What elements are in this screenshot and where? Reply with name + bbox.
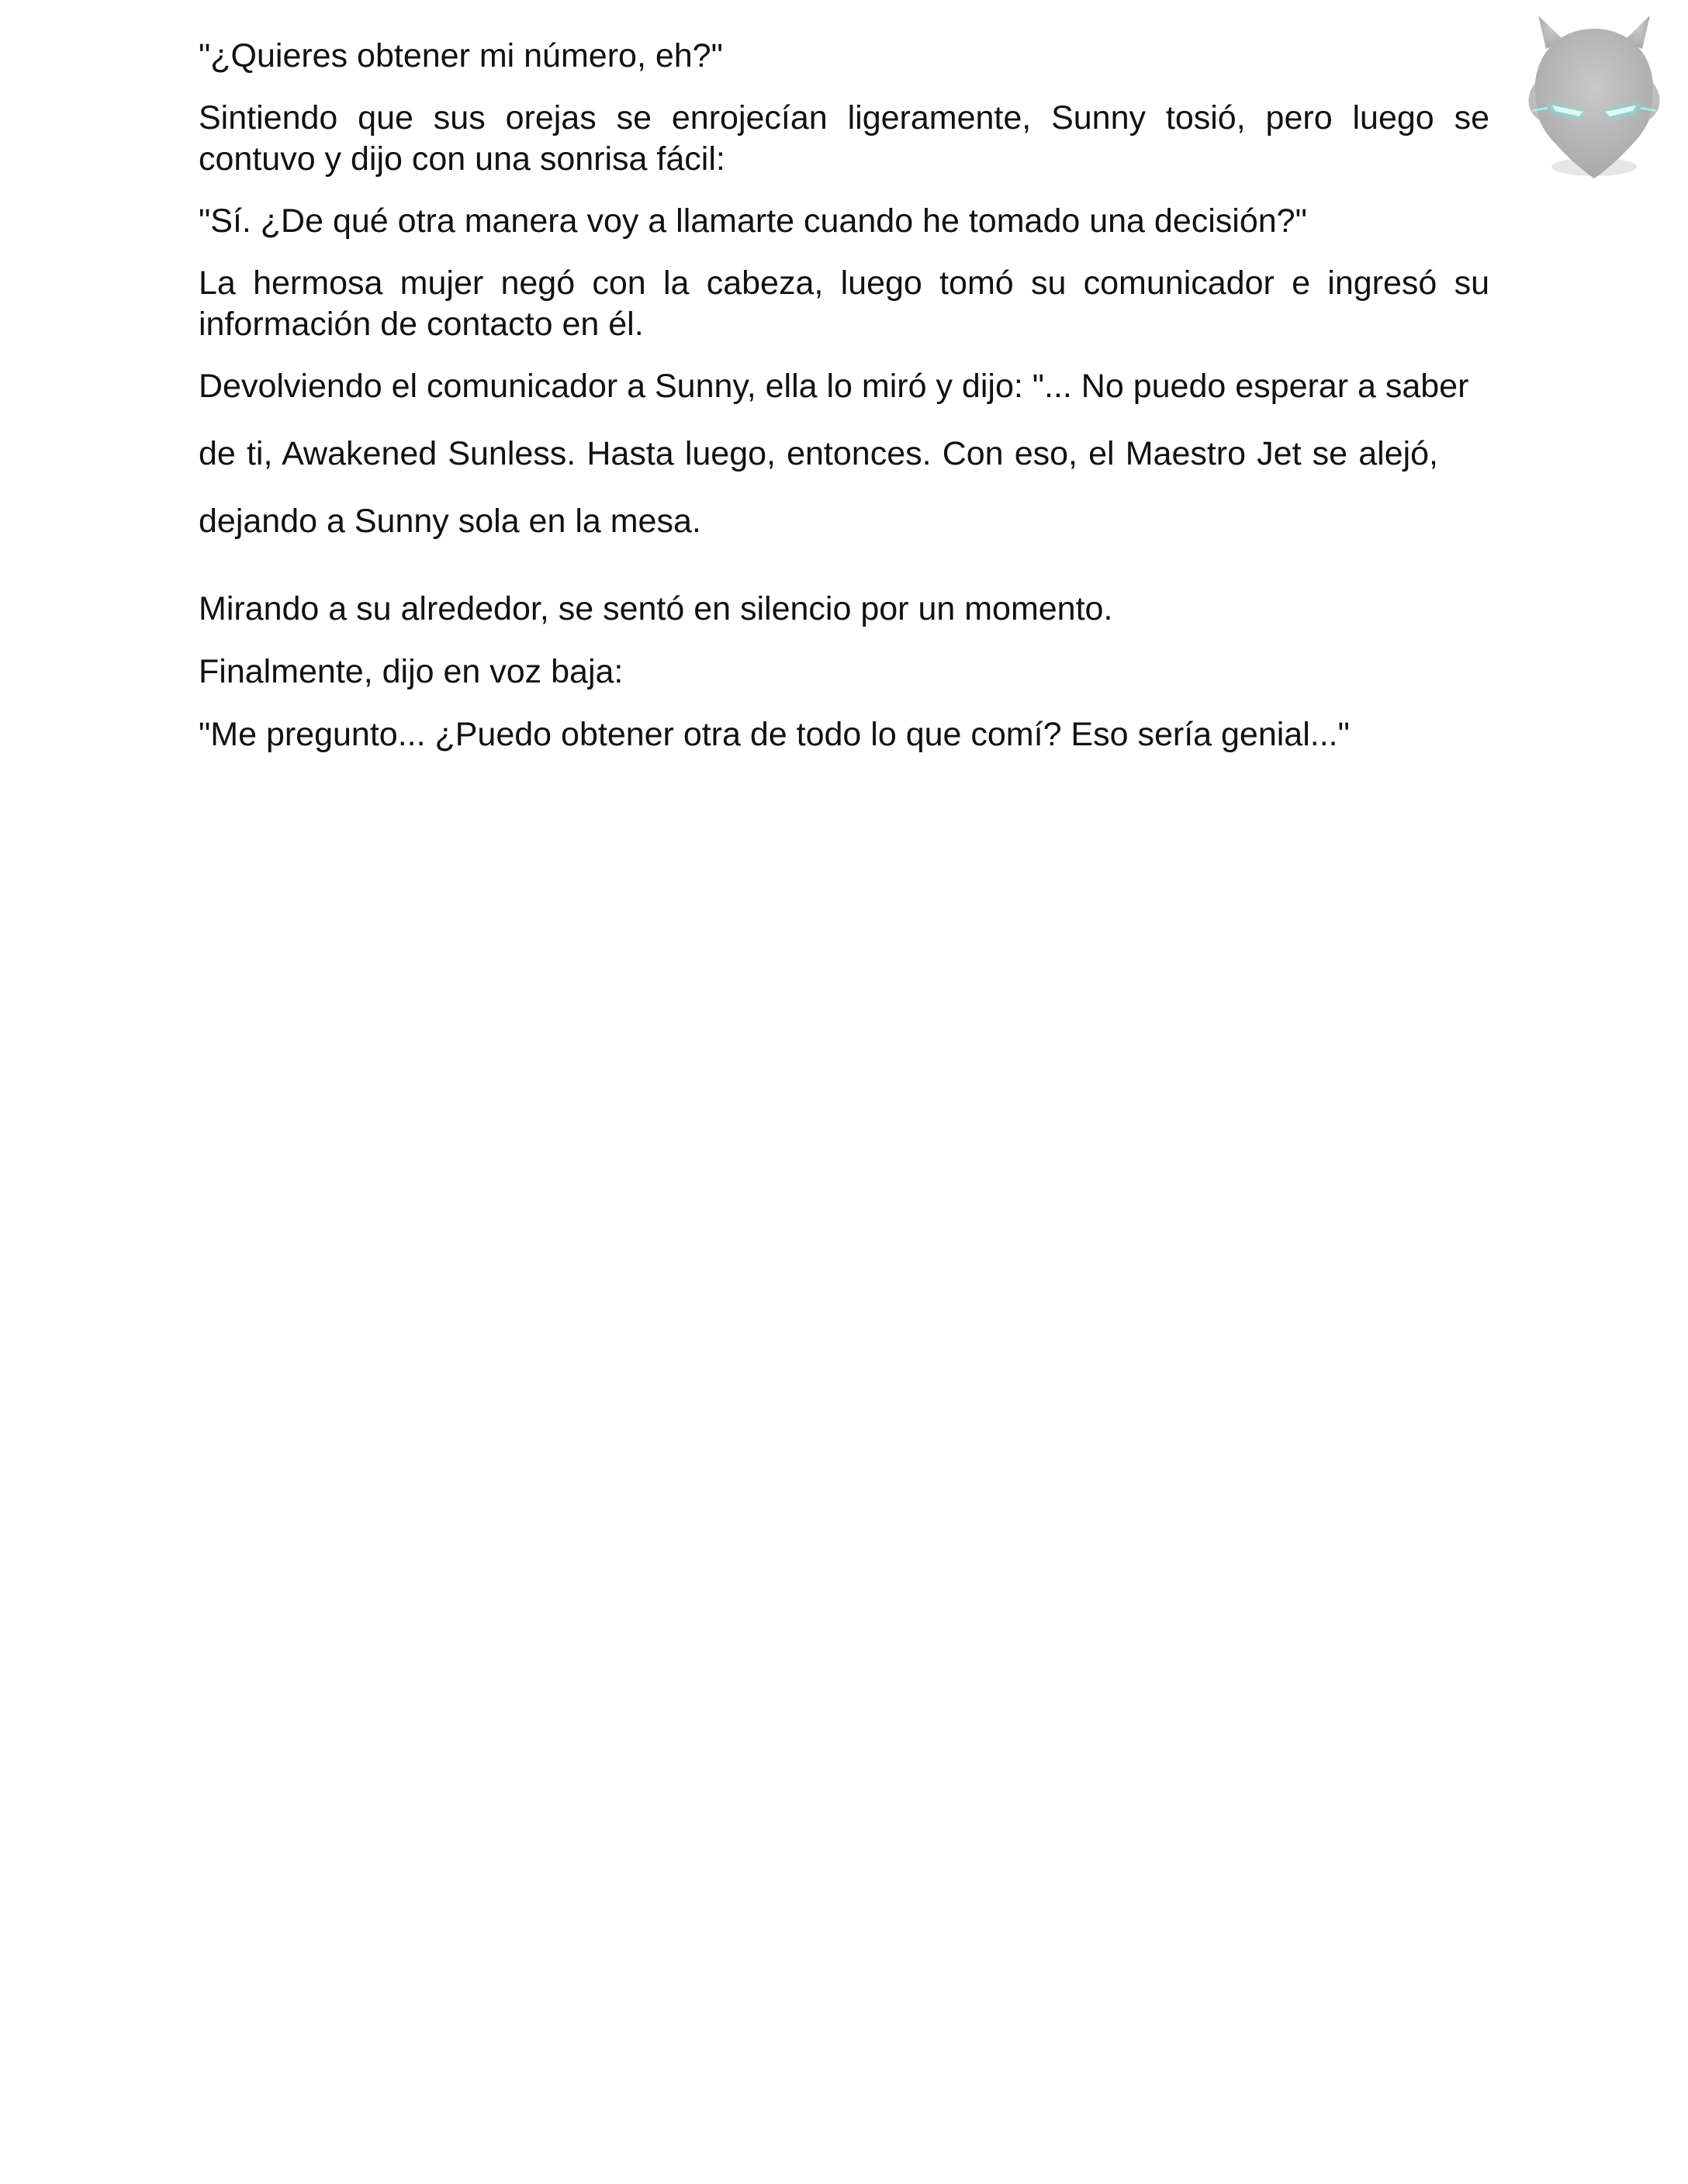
paragraph-3: "Sí. ¿De qué otra manera voy a llamarte cuando he tomado una decisión?" [199, 202, 1307, 240]
paragraph-5-line-2: de ti, Awakened Sunless. Hasta luego, entonces. Con eso, el Maestro Jet se alejó, [199, 435, 1438, 472]
paragraph-1: "¿Quieres obtener mi número, eh?" [199, 37, 723, 74]
demon-head-logo-icon [1517, 12, 1672, 190]
paragraph-4: La hermosa mujer negó con la cabeza, luego tomó su comunicador e ingresó su información de contacto en él. [199, 264, 1489, 343]
paragraph-5-line-1: Devolviendo el comunicador a Sunny, ella lo miró y dijo: "... No puedo esperar a saber [199, 368, 1469, 405]
paragraph-6: Mirando a su alrededor, se sentó en silencio por un momento. [199, 590, 1113, 627]
paragraph-8: "Me pregunto... ¿Puedo obtener otra de todo lo que comí? Eso sería genial..." [199, 716, 1350, 753]
paragraph-5-line-3: dejando a Sunny sola en la mesa. [199, 503, 701, 540]
document-body [199, 36, 1489, 755]
paragraph-2: Sintiendo que sus orejas se enrojecían ligeramente, Sunny tosió, pero luego se contuvo y dijo con una sonrisa fácil: [199, 99, 1489, 178]
paragraph-7: Finalmente, dijo en voz baja: [199, 653, 624, 690]
